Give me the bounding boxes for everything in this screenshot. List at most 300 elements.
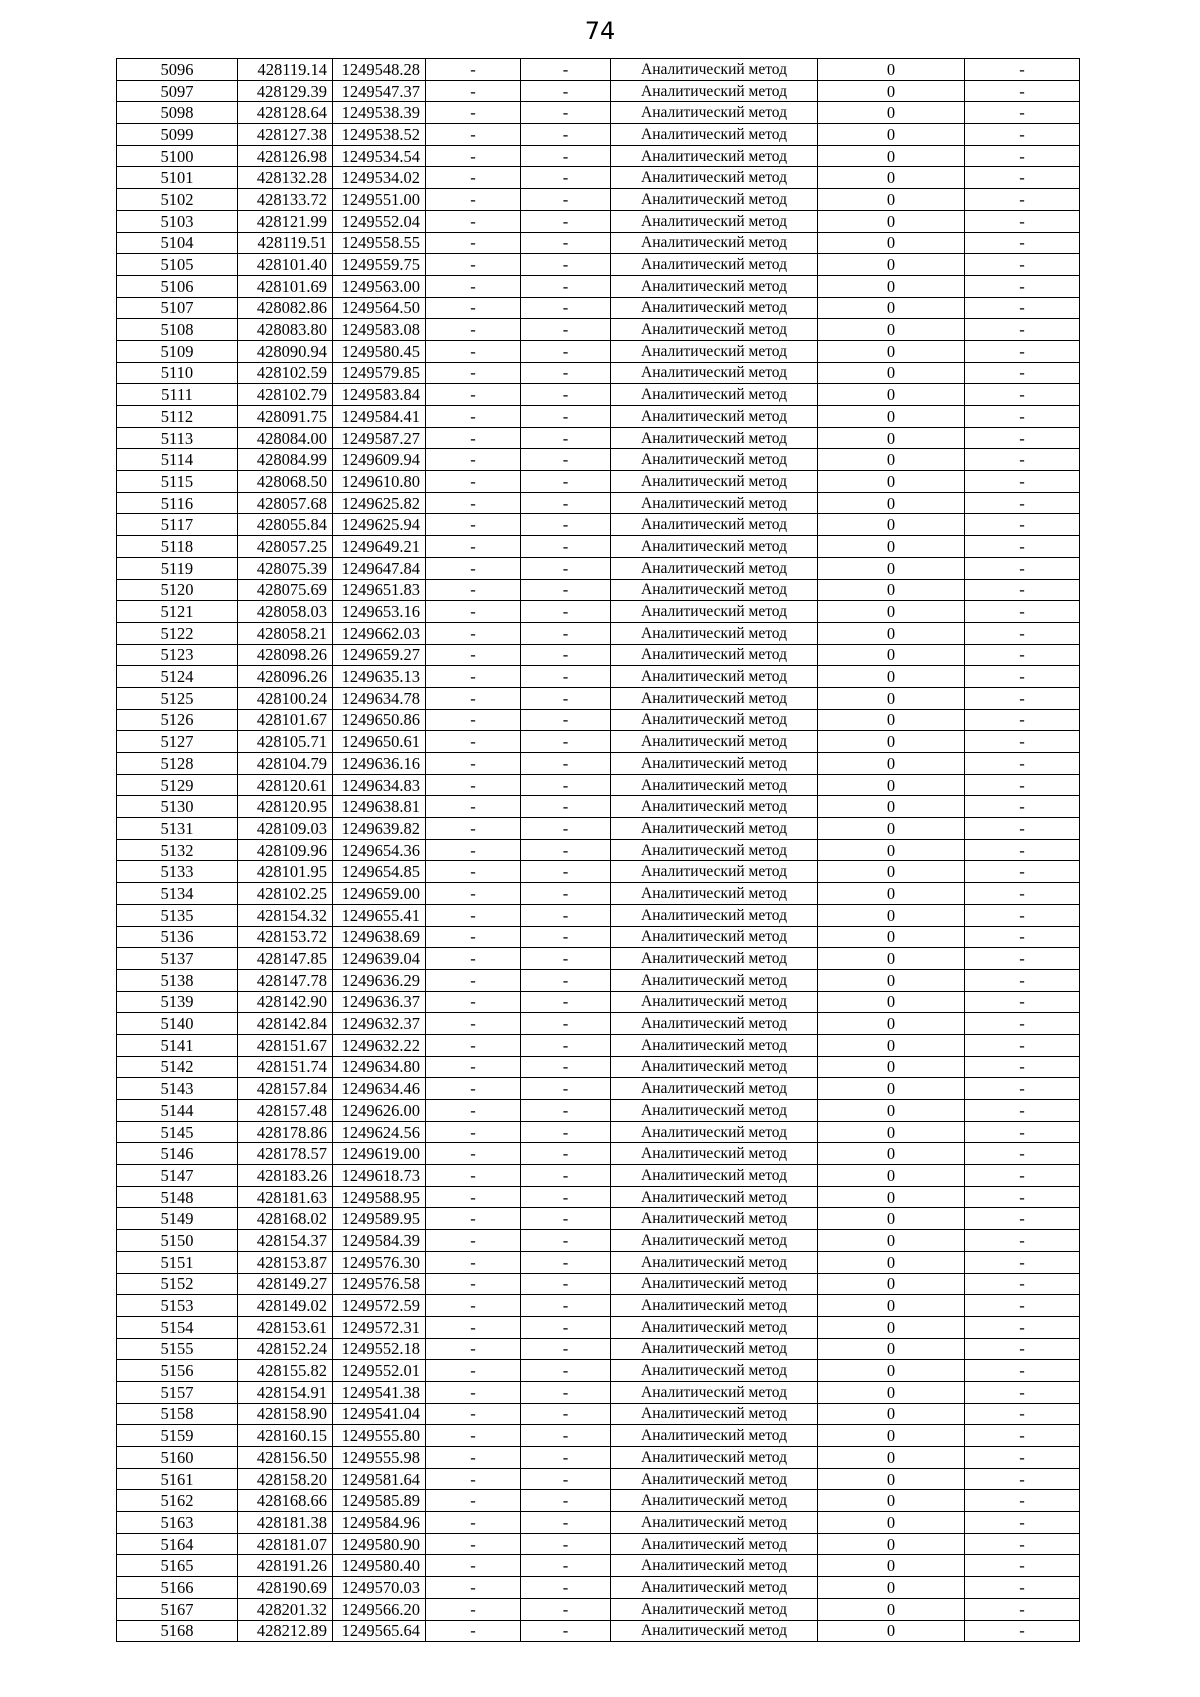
dash-cell: - <box>965 839 1080 861</box>
zero-cell: 0 <box>818 904 965 926</box>
dash-cell: - <box>521 1338 611 1360</box>
x-coordinate-cell: 428120.61 <box>238 774 333 796</box>
zero-cell: 0 <box>818 1121 965 1143</box>
dash-cell: - <box>426 839 521 861</box>
method-cell: Аналитический метод <box>611 124 818 146</box>
table-row <box>117 687 1080 709</box>
dash-cell: - <box>965 1360 1080 1382</box>
table-row <box>117 622 1080 644</box>
method-cell: Аналитический метод <box>611 644 818 666</box>
x-coordinate-cell: 428057.25 <box>238 536 333 558</box>
dash-cell: - <box>426 818 521 840</box>
zero-cell: 0 <box>818 1577 965 1599</box>
dash-cell: - <box>426 1425 521 1447</box>
x-coordinate-cell: 428147.85 <box>238 948 333 970</box>
method-cell: Аналитический метод <box>611 1620 818 1642</box>
dash-cell: - <box>965 818 1080 840</box>
y-coordinate-cell: 1249559.75 <box>333 254 426 276</box>
method-cell: Аналитический метод <box>611 1447 818 1469</box>
method-cell: Аналитический метод <box>611 1360 818 1382</box>
y-coordinate-cell: 1249654.85 <box>333 861 426 883</box>
y-coordinate-cell: 1249580.45 <box>333 340 426 362</box>
table-row <box>117 1013 1080 1035</box>
method-cell: Аналитический метод <box>611 406 818 428</box>
dash-cell: - <box>965 406 1080 428</box>
zero-cell: 0 <box>818 536 965 558</box>
dash-cell: - <box>965 145 1080 167</box>
table-row <box>117 991 1080 1013</box>
zero-cell: 0 <box>818 796 965 818</box>
zero-cell: 0 <box>818 666 965 688</box>
y-coordinate-cell: 1249638.69 <box>333 926 426 948</box>
dash-cell: - <box>965 1230 1080 1252</box>
table-row <box>117 601 1080 623</box>
dash-cell: - <box>426 991 521 1013</box>
method-cell: Аналитический метод <box>611 666 818 688</box>
dash-cell: - <box>426 1078 521 1100</box>
dash-cell: - <box>426 254 521 276</box>
dash-cell: - <box>965 991 1080 1013</box>
x-coordinate-cell: 428119.14 <box>238 59 333 81</box>
dash-cell: - <box>426 731 521 753</box>
y-coordinate-cell: 1249580.90 <box>333 1533 426 1555</box>
method-cell: Аналитический метод <box>611 1425 818 1447</box>
dash-cell: - <box>426 471 521 493</box>
table-row <box>117 124 1080 146</box>
dash-cell: - <box>965 80 1080 102</box>
table-row <box>117 167 1080 189</box>
dash-cell: - <box>521 102 611 124</box>
x-coordinate-cell: 428154.32 <box>238 904 333 926</box>
dash-cell: - <box>521 124 611 146</box>
dash-cell: - <box>965 948 1080 970</box>
zero-cell: 0 <box>818 1360 965 1382</box>
x-coordinate-cell: 428181.38 <box>238 1512 333 1534</box>
dash-cell: - <box>521 1165 611 1187</box>
zero-cell: 0 <box>818 449 965 471</box>
method-cell: Аналитический метод <box>611 861 818 883</box>
x-coordinate-cell: 428096.26 <box>238 666 333 688</box>
zero-cell: 0 <box>818 948 965 970</box>
method-cell: Аналитический метод <box>611 1034 818 1056</box>
y-coordinate-cell: 1249585.89 <box>333 1490 426 1512</box>
x-coordinate-cell: 428147.78 <box>238 969 333 991</box>
zero-cell: 0 <box>818 818 965 840</box>
method-cell: Аналитический метод <box>611 1078 818 1100</box>
y-coordinate-cell: 1249565.64 <box>333 1620 426 1642</box>
dash-cell: - <box>965 904 1080 926</box>
point-number-cell: 5158 <box>117 1403 238 1425</box>
zero-cell: 0 <box>818 1381 965 1403</box>
point-number-cell: 5114 <box>117 449 238 471</box>
dash-cell: - <box>965 1577 1080 1599</box>
method-cell: Аналитический метод <box>611 362 818 384</box>
x-coordinate-cell: 428158.20 <box>238 1468 333 1490</box>
x-coordinate-cell: 428101.40 <box>238 254 333 276</box>
y-coordinate-cell: 1249552.04 <box>333 210 426 232</box>
method-cell: Аналитический метод <box>611 1490 818 1512</box>
x-coordinate-cell: 428157.48 <box>238 1100 333 1122</box>
dash-cell: - <box>521 340 611 362</box>
zero-cell: 0 <box>818 861 965 883</box>
zero-cell: 0 <box>818 731 965 753</box>
dash-cell: - <box>426 362 521 384</box>
dash-cell: - <box>426 1273 521 1295</box>
zero-cell: 0 <box>818 427 965 449</box>
x-coordinate-cell: 428168.02 <box>238 1208 333 1230</box>
point-number-cell: 5104 <box>117 232 238 254</box>
point-number-cell: 5120 <box>117 579 238 601</box>
method-cell: Аналитический метод <box>611 709 818 731</box>
table-row <box>117 1425 1080 1447</box>
dash-cell: - <box>521 471 611 493</box>
x-coordinate-cell: 428058.03 <box>238 601 333 623</box>
y-coordinate-cell: 1249650.61 <box>333 731 426 753</box>
dash-cell: - <box>521 1013 611 1035</box>
y-coordinate-cell: 1249610.80 <box>333 471 426 493</box>
dash-cell: - <box>426 969 521 991</box>
dash-cell: - <box>521 579 611 601</box>
method-cell: Аналитический метод <box>611 579 818 601</box>
y-coordinate-cell: 1249583.08 <box>333 319 426 341</box>
dash-cell: - <box>521 1360 611 1382</box>
dash-cell: - <box>521 818 611 840</box>
y-coordinate-cell: 1249564.50 <box>333 297 426 319</box>
dash-cell: - <box>965 666 1080 688</box>
point-number-cell: 5155 <box>117 1338 238 1360</box>
method-cell: Аналитический метод <box>611 471 818 493</box>
dash-cell: - <box>965 1338 1080 1360</box>
dash-cell: - <box>965 1598 1080 1620</box>
x-coordinate-cell: 428153.61 <box>238 1316 333 1338</box>
table-row <box>117 1447 1080 1469</box>
zero-cell: 0 <box>818 1034 965 1056</box>
point-number-cell: 5144 <box>117 1100 238 1122</box>
x-coordinate-cell: 428102.25 <box>238 883 333 905</box>
dash-cell: - <box>521 1121 611 1143</box>
table-row <box>117 818 1080 840</box>
table-row <box>117 1403 1080 1425</box>
table-row <box>117 319 1080 341</box>
method-cell: Аналитический метод <box>611 687 818 709</box>
zero-cell: 0 <box>818 839 965 861</box>
table-row <box>117 340 1080 362</box>
zero-cell: 0 <box>818 275 965 297</box>
dash-cell: - <box>965 254 1080 276</box>
table-row <box>117 80 1080 102</box>
table-row <box>117 427 1080 449</box>
y-coordinate-cell: 1249552.18 <box>333 1338 426 1360</box>
x-coordinate-cell: 428178.86 <box>238 1121 333 1143</box>
point-number-cell: 5159 <box>117 1425 238 1447</box>
table-row <box>117 1598 1080 1620</box>
zero-cell: 0 <box>818 753 965 775</box>
dash-cell: - <box>426 579 521 601</box>
table-row <box>117 579 1080 601</box>
point-number-cell: 5161 <box>117 1468 238 1490</box>
y-coordinate-cell: 1249636.37 <box>333 991 426 1013</box>
zero-cell: 0 <box>818 102 965 124</box>
method-cell: Аналитический метод <box>611 1230 818 1252</box>
dash-cell: - <box>965 210 1080 232</box>
dash-cell: - <box>426 904 521 926</box>
method-cell: Аналитический метод <box>611 210 818 232</box>
dash-cell: - <box>426 1490 521 1512</box>
x-coordinate-cell: 428190.69 <box>238 1577 333 1599</box>
point-number-cell: 5108 <box>117 319 238 341</box>
zero-cell: 0 <box>818 514 965 536</box>
dash-cell: - <box>521 666 611 688</box>
table-row <box>117 796 1080 818</box>
dash-cell: - <box>521 189 611 211</box>
point-number-cell: 5160 <box>117 1447 238 1469</box>
dash-cell: - <box>426 1598 521 1620</box>
y-coordinate-cell: 1249634.46 <box>333 1078 426 1100</box>
zero-cell: 0 <box>818 384 965 406</box>
x-coordinate-cell: 428168.66 <box>238 1490 333 1512</box>
zero-cell: 0 <box>818 471 965 493</box>
table-row <box>117 1143 1080 1165</box>
y-coordinate-cell: 1249570.03 <box>333 1577 426 1599</box>
y-coordinate-cell: 1249651.83 <box>333 579 426 601</box>
table-body <box>117 59 1080 1642</box>
y-coordinate-cell: 1249547.37 <box>333 80 426 102</box>
x-coordinate-cell: 428091.75 <box>238 406 333 428</box>
y-coordinate-cell: 1249625.82 <box>333 492 426 514</box>
point-number-cell: 5115 <box>117 471 238 493</box>
point-number-cell: 5099 <box>117 124 238 146</box>
dash-cell: - <box>521 687 611 709</box>
y-coordinate-cell: 1249639.82 <box>333 818 426 840</box>
dash-cell: - <box>521 709 611 731</box>
x-coordinate-cell: 428158.90 <box>238 1403 333 1425</box>
table-row <box>117 839 1080 861</box>
x-coordinate-cell: 428126.98 <box>238 145 333 167</box>
table-row <box>117 1338 1080 1360</box>
table-row <box>117 536 1080 558</box>
y-coordinate-cell: 1249555.98 <box>333 1447 426 1469</box>
dash-cell: - <box>521 1577 611 1599</box>
dash-cell: - <box>521 319 611 341</box>
zero-cell: 0 <box>818 1316 965 1338</box>
dash-cell: - <box>965 753 1080 775</box>
method-cell: Аналитический метод <box>611 319 818 341</box>
y-coordinate-cell: 1249579.85 <box>333 362 426 384</box>
zero-cell: 0 <box>818 1251 965 1273</box>
x-coordinate-cell: 428084.99 <box>238 449 333 471</box>
point-number-cell: 5110 <box>117 362 238 384</box>
x-coordinate-cell: 428055.84 <box>238 514 333 536</box>
dash-cell: - <box>965 796 1080 818</box>
zero-cell: 0 <box>818 1620 965 1642</box>
table-row <box>117 254 1080 276</box>
zero-cell: 0 <box>818 1208 965 1230</box>
y-coordinate-cell: 1249541.04 <box>333 1403 426 1425</box>
method-cell: Аналитический метод <box>611 796 818 818</box>
zero-cell: 0 <box>818 1165 965 1187</box>
dash-cell: - <box>521 362 611 384</box>
table-row <box>117 384 1080 406</box>
zero-cell: 0 <box>818 167 965 189</box>
dash-cell: - <box>521 991 611 1013</box>
x-coordinate-cell: 428075.69 <box>238 579 333 601</box>
zero-cell: 0 <box>818 579 965 601</box>
method-cell: Аналитический метод <box>611 1381 818 1403</box>
x-coordinate-cell: 428105.71 <box>238 731 333 753</box>
method-cell: Аналитический метод <box>611 80 818 102</box>
table-row <box>117 1533 1080 1555</box>
point-number-cell: 5140 <box>117 1013 238 1035</box>
table-row <box>117 232 1080 254</box>
method-cell: Аналитический метод <box>611 275 818 297</box>
dash-cell: - <box>521 948 611 970</box>
method-cell: Аналитический метод <box>611 731 818 753</box>
dash-cell: - <box>426 1577 521 1599</box>
dash-cell: - <box>965 1512 1080 1534</box>
dash-cell: - <box>426 1056 521 1078</box>
table-row <box>117 1165 1080 1187</box>
table-row <box>117 1316 1080 1338</box>
dash-cell: - <box>521 1490 611 1512</box>
dash-cell: - <box>965 102 1080 124</box>
zero-cell: 0 <box>818 1468 965 1490</box>
dash-cell: - <box>521 883 611 905</box>
dash-cell: - <box>426 102 521 124</box>
zero-cell: 0 <box>818 189 965 211</box>
point-number-cell: 5111 <box>117 384 238 406</box>
method-cell: Аналитический метод <box>611 145 818 167</box>
dash-cell: - <box>521 1251 611 1273</box>
method-cell: Аналитический метод <box>611 883 818 905</box>
coordinates-table <box>116 58 1080 1642</box>
method-cell: Аналитический метод <box>611 1013 818 1035</box>
table-row <box>117 297 1080 319</box>
dash-cell: - <box>426 1013 521 1035</box>
dash-cell: - <box>965 926 1080 948</box>
table-row <box>117 753 1080 775</box>
zero-cell: 0 <box>818 1338 965 1360</box>
method-cell: Аналитический метод <box>611 1316 818 1338</box>
x-coordinate-cell: 428082.86 <box>238 297 333 319</box>
dash-cell: - <box>426 557 521 579</box>
dash-cell: - <box>965 861 1080 883</box>
page-number: 74 <box>584 17 616 45</box>
dash-cell: - <box>965 1273 1080 1295</box>
zero-cell: 0 <box>818 1273 965 1295</box>
zero-cell: 0 <box>818 210 965 232</box>
x-coordinate-cell: 428181.07 <box>238 1533 333 1555</box>
point-number-cell: 5117 <box>117 514 238 536</box>
method-cell: Аналитический метод <box>611 1056 818 1078</box>
table-row <box>117 1273 1080 1295</box>
zero-cell: 0 <box>818 1100 965 1122</box>
dash-cell: - <box>965 384 1080 406</box>
x-coordinate-cell: 428201.32 <box>238 1598 333 1620</box>
x-coordinate-cell: 428154.37 <box>238 1230 333 1252</box>
table-row <box>117 1186 1080 1208</box>
dash-cell: - <box>521 774 611 796</box>
x-coordinate-cell: 428120.95 <box>238 796 333 818</box>
y-coordinate-cell: 1249619.00 <box>333 1143 426 1165</box>
y-coordinate-cell: 1249647.84 <box>333 557 426 579</box>
table-row <box>117 1100 1080 1122</box>
point-number-cell: 5157 <box>117 1381 238 1403</box>
y-coordinate-cell: 1249625.94 <box>333 514 426 536</box>
zero-cell: 0 <box>818 774 965 796</box>
method-cell: Аналитический метод <box>611 904 818 926</box>
dash-cell: - <box>521 861 611 883</box>
dash-cell: - <box>521 1208 611 1230</box>
point-number-cell: 5124 <box>117 666 238 688</box>
y-coordinate-cell: 1249576.30 <box>333 1251 426 1273</box>
zero-cell: 0 <box>818 145 965 167</box>
point-number-cell: 5098 <box>117 102 238 124</box>
dash-cell: - <box>521 1425 611 1447</box>
zero-cell: 0 <box>818 969 965 991</box>
dash-cell: - <box>426 340 521 362</box>
x-coordinate-cell: 428109.03 <box>238 818 333 840</box>
y-coordinate-cell: 1249534.54 <box>333 145 426 167</box>
point-number-cell: 5103 <box>117 210 238 232</box>
dash-cell: - <box>426 1447 521 1469</box>
dash-cell: - <box>521 1447 611 1469</box>
y-coordinate-cell: 1249624.56 <box>333 1121 426 1143</box>
dash-cell: - <box>965 622 1080 644</box>
x-coordinate-cell: 428183.26 <box>238 1165 333 1187</box>
x-coordinate-cell: 428151.67 <box>238 1034 333 1056</box>
point-number-cell: 5131 <box>117 818 238 840</box>
dash-cell: - <box>965 189 1080 211</box>
x-coordinate-cell: 428178.57 <box>238 1143 333 1165</box>
y-coordinate-cell: 1249636.16 <box>333 753 426 775</box>
y-coordinate-cell: 1249662.03 <box>333 622 426 644</box>
point-number-cell: 5164 <box>117 1533 238 1555</box>
zero-cell: 0 <box>818 340 965 362</box>
dash-cell: - <box>965 1186 1080 1208</box>
x-coordinate-cell: 428075.39 <box>238 557 333 579</box>
dash-cell: - <box>965 1121 1080 1143</box>
dash-cell: - <box>521 1186 611 1208</box>
method-cell: Аналитический метод <box>611 818 818 840</box>
dash-cell: - <box>965 1295 1080 1317</box>
dash-cell: - <box>521 796 611 818</box>
y-coordinate-cell: 1249555.80 <box>333 1425 426 1447</box>
point-number-cell: 5150 <box>117 1230 238 1252</box>
dash-cell: - <box>521 536 611 558</box>
dash-cell: - <box>426 1121 521 1143</box>
y-coordinate-cell: 1249632.37 <box>333 1013 426 1035</box>
point-number-cell: 5101 <box>117 167 238 189</box>
y-coordinate-cell: 1249584.41 <box>333 406 426 428</box>
y-coordinate-cell: 1249583.84 <box>333 384 426 406</box>
dash-cell: - <box>521 1056 611 1078</box>
y-coordinate-cell: 1249566.20 <box>333 1598 426 1620</box>
zero-cell: 0 <box>818 1056 965 1078</box>
zero-cell: 0 <box>818 297 965 319</box>
dash-cell: - <box>965 514 1080 536</box>
zero-cell: 0 <box>818 492 965 514</box>
point-number-cell: 5122 <box>117 622 238 644</box>
point-number-cell: 5127 <box>117 731 238 753</box>
dash-cell: - <box>426 1360 521 1382</box>
dash-cell: - <box>965 536 1080 558</box>
dash-cell: - <box>521 514 611 536</box>
zero-cell: 0 <box>818 991 965 1013</box>
y-coordinate-cell: 1249609.94 <box>333 449 426 471</box>
x-coordinate-cell: 428121.99 <box>238 210 333 232</box>
x-coordinate-cell: 428101.69 <box>238 275 333 297</box>
dash-cell: - <box>426 666 521 688</box>
